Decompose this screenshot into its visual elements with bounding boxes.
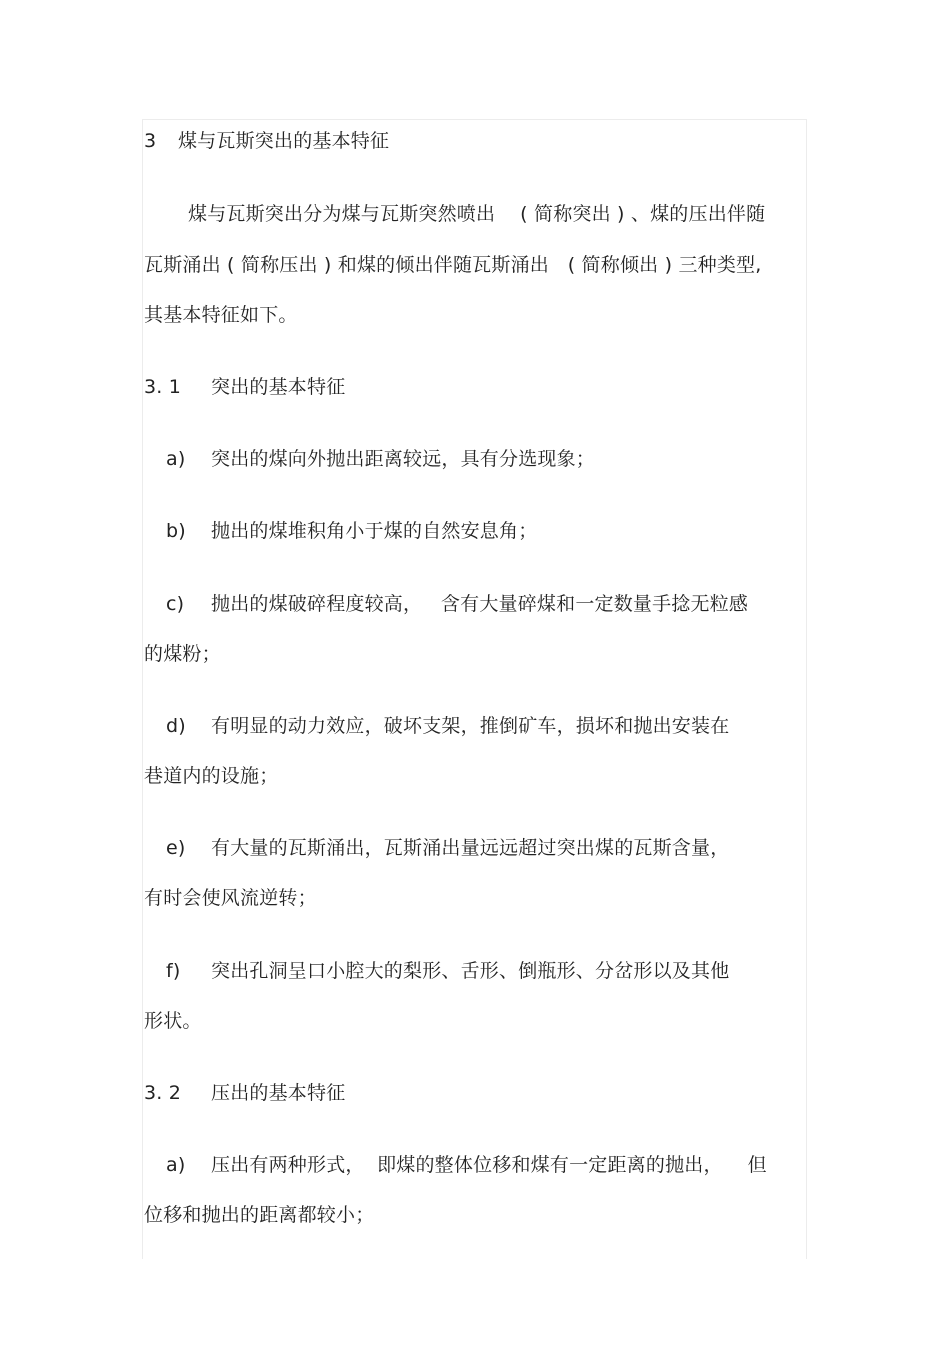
intro-line-1: 煤与瓦斯突出分为煤与瓦斯突然喷出 ( 简称突出 ) 、煤的压出伴随 bbox=[188, 203, 766, 225]
subsection-number: 3. 1 bbox=[144, 376, 182, 398]
list-item-label: f) bbox=[166, 960, 181, 982]
list-item-label: a) bbox=[166, 1154, 186, 1176]
list-item-text: 有明显的动力效应，破坏支架，推倒矿车，损坏和抛出安装在 bbox=[211, 715, 730, 737]
intro-line-2: 瓦斯涌出 ( 简称压出 ) 和煤的倾出伴随瓦斯涌出 ( 简称倾出 ) 三种类型, bbox=[144, 254, 762, 276]
list-item-continuation: 有时会使风流逆转； bbox=[144, 887, 317, 909]
list-item-label: c) bbox=[166, 593, 185, 615]
subsection-title: 突出的基本特征 bbox=[211, 376, 346, 398]
list-item-text: 压出有两种形式， 即煤的整体位移和煤有一定距离的抛出， 但 bbox=[211, 1154, 767, 1176]
list-item-label: b) bbox=[166, 520, 186, 542]
list-item-continuation: 形状。 bbox=[144, 1010, 202, 1032]
list-item-continuation: 的煤粉； bbox=[144, 643, 221, 665]
subsection-title: 压出的基本特征 bbox=[211, 1082, 346, 1104]
list-item-label: a) bbox=[166, 448, 186, 470]
list-item-text: 抛出的煤堆积角小于煤的自然安息角； bbox=[211, 520, 538, 542]
section-number: 3 bbox=[144, 130, 157, 152]
list-item-label: e) bbox=[166, 837, 186, 859]
list-item-text: 有大量的瓦斯涌出，瓦斯涌出量远远超过突出煤的瓦斯含量， bbox=[211, 837, 730, 859]
list-item-text: 突出孔洞呈口小腔大的梨形、舌形、倒瓶形、分岔形以及其他 bbox=[211, 960, 730, 982]
list-item-continuation: 巷道内的设施； bbox=[144, 765, 279, 787]
list-item-label: d) bbox=[166, 715, 186, 737]
list-item-text: 抛出的煤破碎程度较高， 含有大量碎煤和一定数量手捻无粒感 bbox=[211, 593, 749, 615]
intro-line-3: 其基本特征如下。 bbox=[144, 304, 298, 326]
subsection-number: 3. 2 bbox=[144, 1082, 182, 1104]
list-item-continuation: 位移和抛出的距离都较小； bbox=[144, 1204, 375, 1226]
list-item-text: 突出的煤向外抛出距离较远，具有分选现象； bbox=[211, 448, 596, 470]
section-title: 煤与瓦斯突出的基本特征 bbox=[178, 130, 390, 152]
